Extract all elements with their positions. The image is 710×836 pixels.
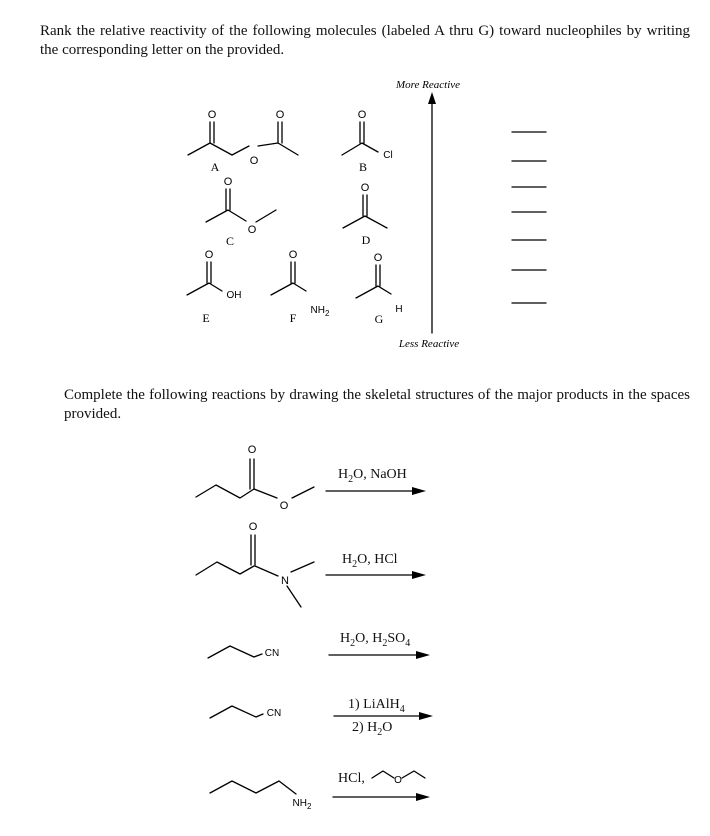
reaction-5-reagent-atom-o: O <box>394 775 402 786</box>
molecule-c-text <box>224 176 257 248</box>
reaction-1-atom-o1: O <box>247 444 257 456</box>
molecule-c-label: C <box>225 234 235 248</box>
molecule-a-label: A <box>210 160 220 174</box>
reaction-4-conditions-2 <box>352 720 392 738</box>
molecule-d-label: D <box>361 233 371 247</box>
reactivity-arrowhead <box>428 92 436 104</box>
question-1-prompt: Rank the relative reactivity of the following molecules (labeled A thru G) toward nucleophiles by writing the corresponding letter on the provided. <box>40 23 690 58</box>
molecule-d-atom-o: O <box>360 182 370 194</box>
molecule-b <box>342 122 378 155</box>
molecule-f-text <box>289 249 330 325</box>
molecule-g-atom-o: O <box>373 252 383 264</box>
reactivity-arrow <box>428 92 436 333</box>
molecule-g-atom-h: H <box>395 304 403 315</box>
reaction-4-reactant <box>210 706 263 718</box>
molecule-g-text <box>374 252 403 326</box>
reaction-1-condition: $H_2O$, NaOH <box>338 467 407 485</box>
molecule-a-atom-o1: O <box>207 109 217 121</box>
reaction-4-atom-cn: CN <box>266 708 282 719</box>
molecule-a-atom-o2: O <box>249 155 259 167</box>
molecule-f-label: F <box>289 311 297 325</box>
reaction-4-condition-1: 1) LiAlH$_4$ <box>348 697 405 715</box>
reaction-5-conditions <box>338 771 365 787</box>
molecule-e-atom-oh: OH <box>226 290 242 301</box>
reaction-3-conditions <box>340 631 410 649</box>
less-reactive-label: Less Reactive <box>398 338 460 350</box>
molecule-e-text <box>202 249 241 325</box>
reaction-1-arrow <box>326 487 426 495</box>
molecule-g <box>356 265 391 298</box>
more-reactive-label: More Reactive <box>395 79 461 91</box>
molecule-c-atom-o1: O <box>223 176 233 188</box>
reaction-1-reactant <box>196 459 314 498</box>
answer-blanks[interactable] <box>512 132 546 303</box>
reaction-5-atom-nh2: $NH_2$ <box>292 798 312 811</box>
molecule-e-label: E <box>202 311 210 325</box>
molecule-f <box>271 262 306 295</box>
molecule-a-text <box>208 109 285 174</box>
molecule-b-atom-o: O <box>357 109 367 121</box>
molecule-b-text <box>358 109 393 174</box>
reaction-4-condition-2: 2) $H_2O$ <box>352 720 393 738</box>
molecule-f-atom-o: O <box>288 249 298 261</box>
reaction-3-arrow <box>329 651 430 659</box>
molecule-a-atom-o3: O <box>275 109 285 121</box>
reaction-3-atom-cn: CN <box>264 648 280 659</box>
reaction-5-condition: HCl, <box>338 771 365 786</box>
reaction-3-reactant <box>208 646 262 658</box>
reaction-2-atom-o: O <box>248 521 258 533</box>
reaction-3-condition: $H_2O$, $H_2SO_4$ <box>340 631 411 649</box>
molecule-e <box>187 262 222 295</box>
molecule-g-label: G <box>374 312 384 326</box>
reaction-2-conditions <box>342 552 398 570</box>
molecule-d <box>343 195 387 228</box>
molecule-b-atom-cl: Cl <box>383 150 393 161</box>
reaction-2-atom-n: N <box>281 575 289 587</box>
reaction-2-condition: $H_2O$, HCl <box>342 552 398 570</box>
reaction-2-arrow <box>326 571 426 579</box>
reaction-1-conditions <box>338 467 407 485</box>
molecule-c-atom-o2: O <box>247 224 257 236</box>
reaction-1-atom-o2: O <box>279 500 289 512</box>
molecule-d-text <box>361 182 371 247</box>
reaction-5-arrow <box>333 793 430 801</box>
question-2-prompt: Complete the following reactions by drawing the skeletal structures of the major products in the spaces provided. <box>64 387 690 422</box>
molecule-b-label: B <box>358 160 368 174</box>
molecule-e-atom-o: O <box>204 249 214 261</box>
reaction-4-conditions-1 <box>348 697 405 715</box>
reaction-5-reactant <box>210 781 296 794</box>
molecule-c <box>206 189 276 222</box>
reaction-2-reactant <box>196 535 314 607</box>
molecule-f-atom-nh2: $NH_2$ <box>310 305 330 318</box>
molecule-a <box>188 122 298 155</box>
